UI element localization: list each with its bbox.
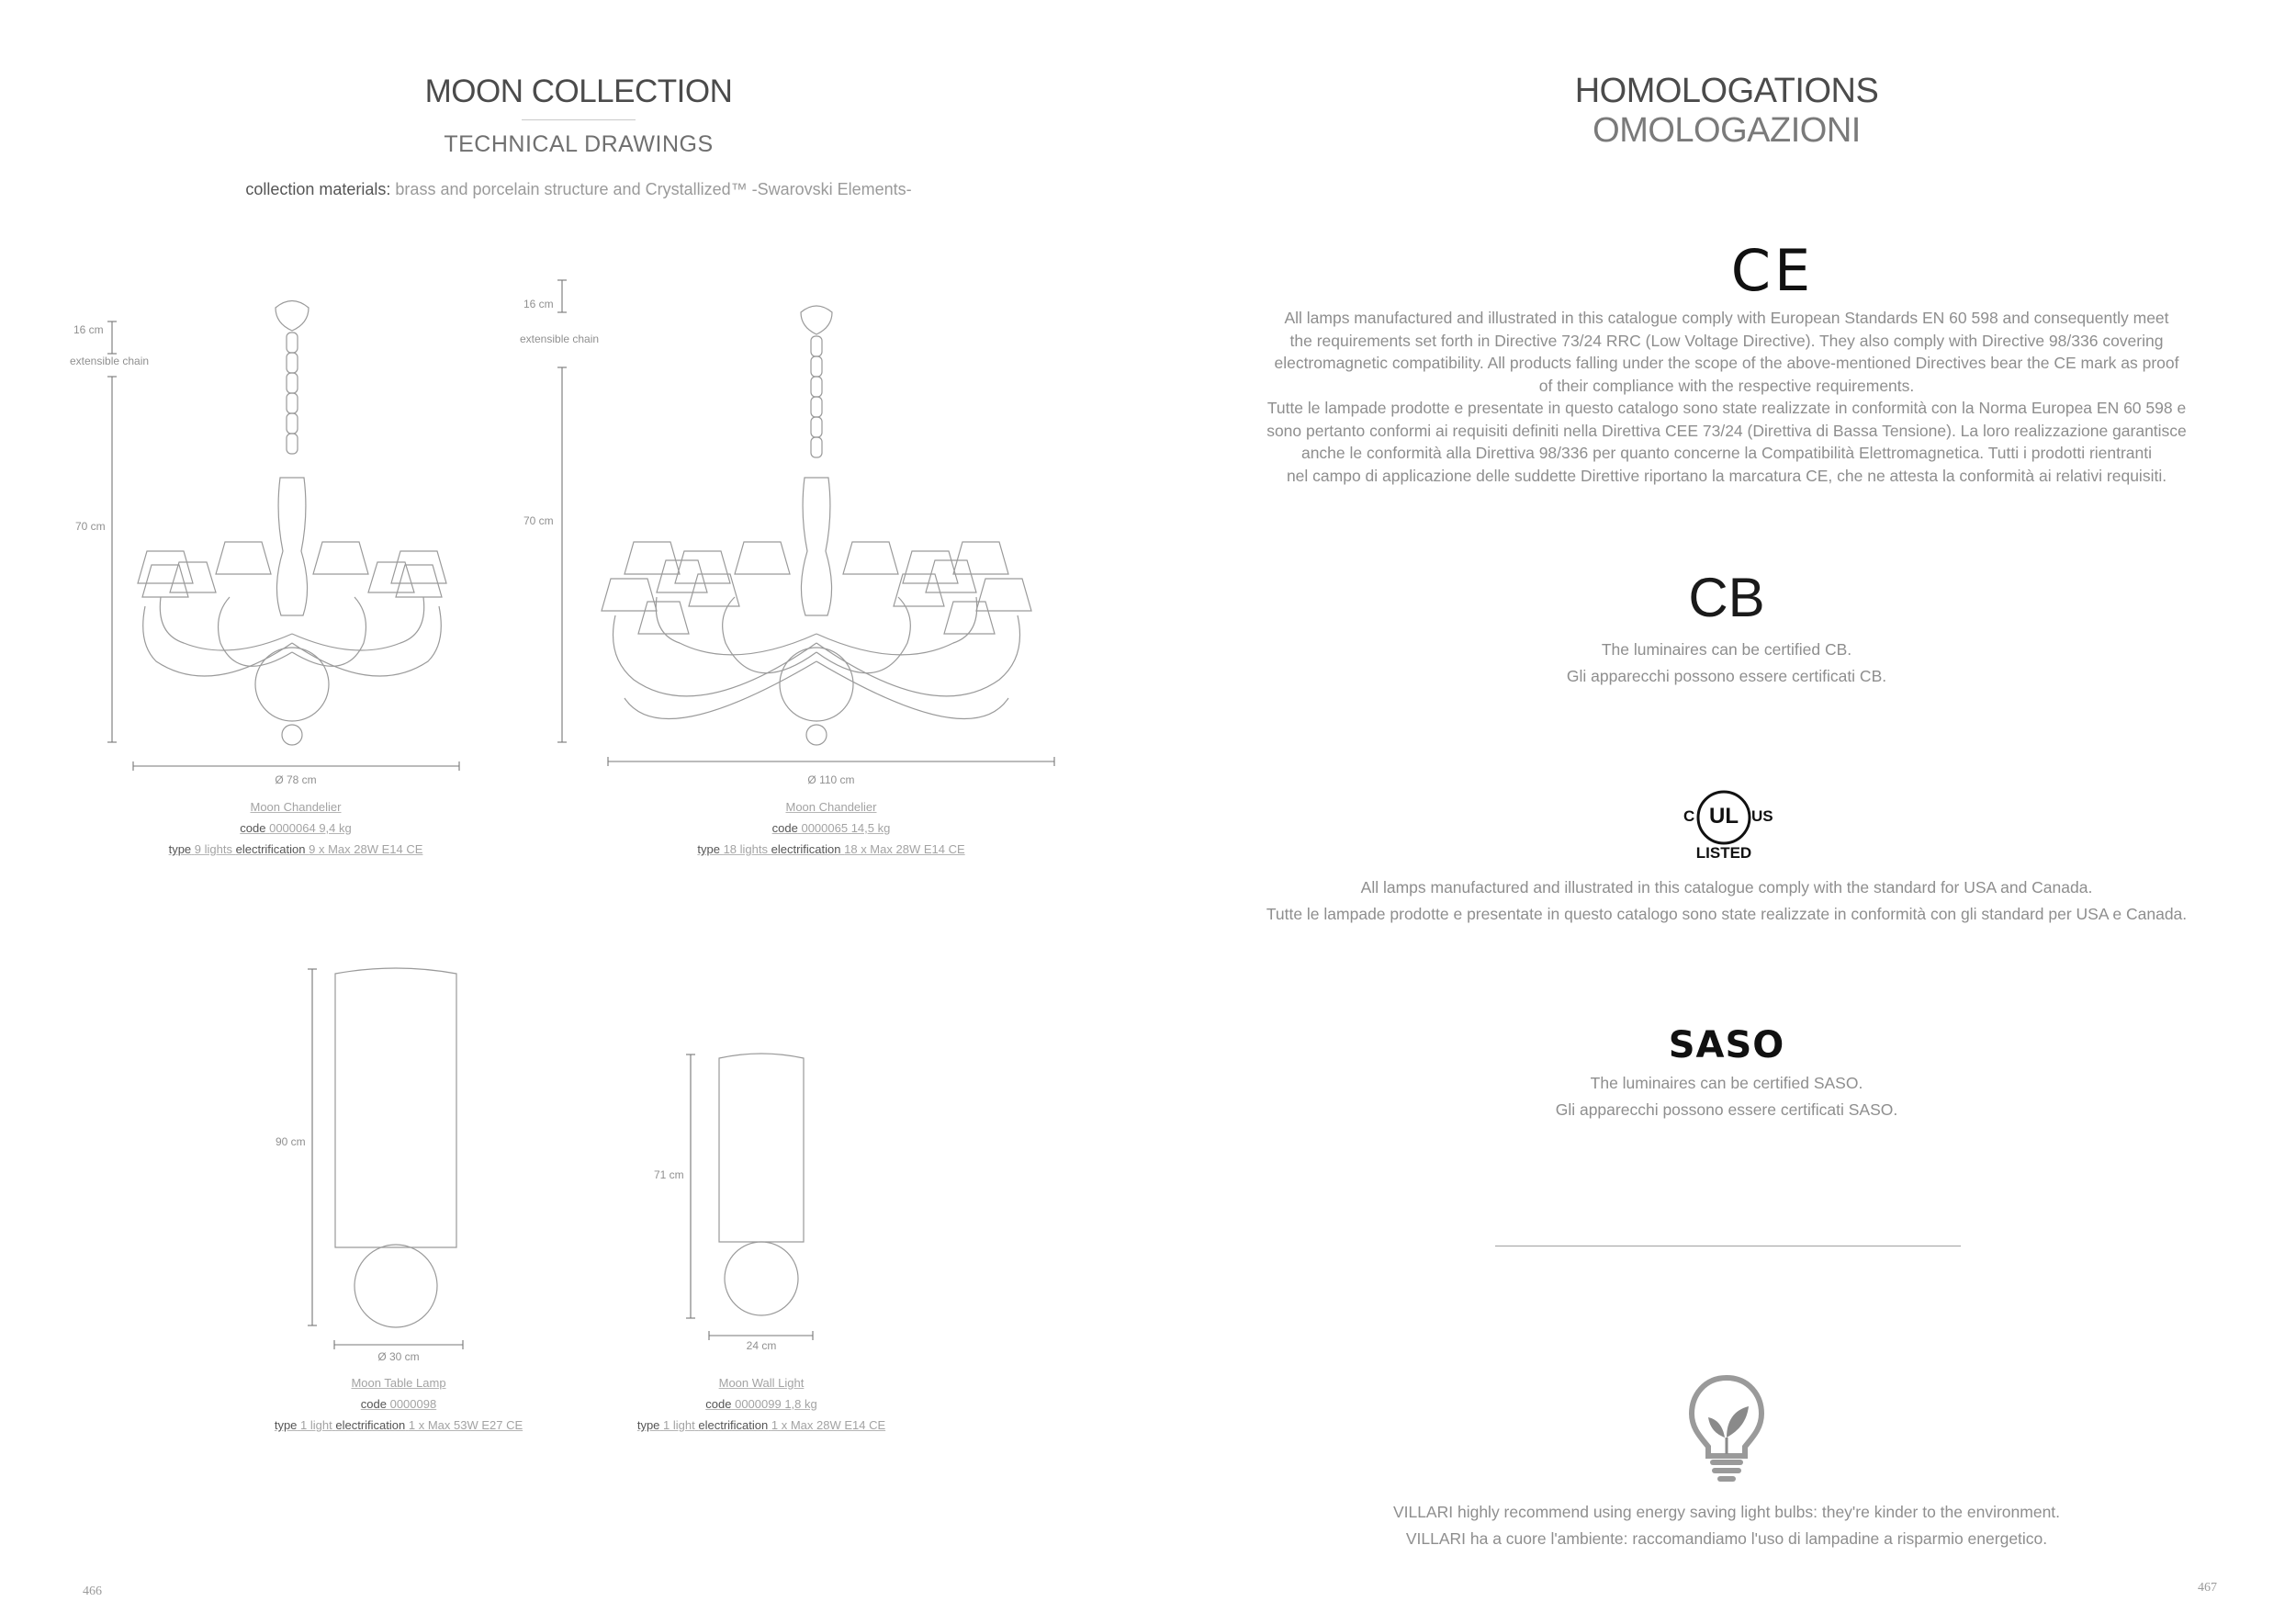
page-subtitle: TECHNICAL DRAWINGS bbox=[444, 131, 714, 157]
dim-chain-length: 16 cm bbox=[73, 323, 104, 336]
product-name: Moon Chandelier bbox=[785, 800, 877, 814]
dim-height: 70 cm bbox=[523, 514, 554, 527]
type-label: type bbox=[697, 842, 720, 856]
product-name: Moon Chandelier bbox=[250, 800, 342, 814]
dim-height: 70 cm bbox=[75, 520, 106, 533]
code-value: 0000099 1,8 kg bbox=[735, 1397, 817, 1411]
dim-diameter: Ø 30 cm bbox=[377, 1350, 420, 1363]
type-label: type bbox=[636, 1418, 660, 1432]
eco-bulb-icon bbox=[1688, 1373, 1765, 1483]
product-name: Moon Wall Light bbox=[718, 1376, 805, 1390]
ce-text-en bbox=[1176, 307, 2278, 397]
page-number-right: 467 bbox=[2198, 1581, 2217, 1595]
ul-text bbox=[1176, 874, 2278, 928]
electrification-label: electrification bbox=[771, 842, 841, 856]
text-line: VILLARI ha a cuore l'ambiente: raccomandiamo l'uso di lampadine a risparmio energetico. bbox=[1405, 1529, 2048, 1548]
chain-note: extensible chain bbox=[520, 333, 600, 345]
electrification-label: electrification bbox=[335, 1418, 406, 1432]
ce-text-it bbox=[1176, 397, 2278, 487]
homologations-title: HOMOLOGATIONS bbox=[1574, 72, 1879, 110]
code-value: 0000064 9,4 kg bbox=[269, 821, 352, 835]
text-line: of their compliance with the respective requirements. bbox=[1538, 376, 1915, 395]
electrification-value: 18 x Max 28W E14 CE bbox=[844, 842, 965, 856]
text-line: The luminaires can be certified SASO. bbox=[1590, 1074, 1863, 1092]
type-label: type bbox=[274, 1418, 298, 1432]
type-label: type bbox=[168, 842, 192, 856]
code-value: 0000065 14,5 kg bbox=[801, 821, 891, 835]
electrification-value: 1 x Max 53W E27 CE bbox=[408, 1418, 523, 1432]
ul-letters: UL bbox=[1709, 804, 1739, 829]
type-value: 18 lights bbox=[723, 842, 768, 856]
type-value: 1 light bbox=[300, 1418, 332, 1432]
ul-us-letters: US bbox=[1751, 807, 1773, 825]
text-line: Gli apparecchi possono essere certificati SASO. bbox=[1555, 1100, 1898, 1119]
text-line: nel campo di applicazione delle suddette Direttive riportano la marcatura CE, che ne attesta la conformità ai relativi requisiti. bbox=[1286, 466, 2167, 485]
text-line: VILLARI highly recommend using energy saving light bulbs: they're kinder to the environment. bbox=[1392, 1503, 2061, 1521]
code-label: code bbox=[360, 1397, 387, 1411]
text-line: All lamps manufactured and illustrated in this catalogue comply with European Standards EN 60 598 and consequently meet bbox=[1284, 309, 2169, 327]
code-label: code bbox=[240, 821, 266, 835]
page-title: MOON COLLECTION bbox=[424, 73, 733, 109]
materials-label: collection materials: bbox=[245, 180, 391, 198]
text-line: the requirements set forth in Directive 73/24 RRC (Low Voltage Directive). They also comply with Directive 98/336 covering bbox=[1289, 331, 2164, 350]
type-value: 9 lights bbox=[194, 842, 232, 856]
homologations-subtitle: OMOLOGAZIONI bbox=[1593, 111, 1861, 150]
electrification-value: 1 x Max 28W E14 CE bbox=[771, 1418, 886, 1432]
dim-height: 71 cm bbox=[654, 1168, 684, 1181]
chain-note: extensible chain bbox=[70, 355, 150, 367]
saso-text bbox=[1176, 1070, 2278, 1123]
text-line: sono pertanto conformi ai requisiti definiti nella Direttiva CEE 73/24 (Direttiva di Bassa Tensione). La loro realizzazione garantisce bbox=[1266, 421, 2187, 440]
product-name: Moon Table Lamp bbox=[351, 1376, 446, 1390]
dim-height: 90 cm bbox=[276, 1135, 306, 1148]
saso-mark-icon: SASO bbox=[1668, 1024, 1785, 1066]
code-label: code bbox=[771, 821, 798, 835]
cb-mark-icon: CB bbox=[1688, 567, 1765, 628]
electrification-label: electrification bbox=[235, 842, 306, 856]
text-line: anche le conformità alla Direttiva 98/336 per quanto concerne la Compatibilità Elettromagnetica. Tutti i prodotti rientranti bbox=[1300, 444, 2153, 462]
electrification-label: electrification bbox=[698, 1418, 769, 1432]
code-value: 0000098 bbox=[389, 1397, 437, 1411]
text-line: Tutte le lampade prodotte e presentate in questo catalogo sono state realizzate in conformità con la Norma Europea EN 60 598 e bbox=[1266, 399, 2187, 417]
text-line: Tutte le lampade prodotte e presentate in questo catalogo sono state realizzate in conformità con gli standard per USA e Canada. bbox=[1266, 905, 2188, 923]
ce-mark-icon: CE bbox=[1730, 237, 1815, 304]
ul-listed-text: LISTED bbox=[1695, 844, 1752, 862]
text-line: electromagnetic compatibility. All products falling under the scope of the above-mentioned Directives bear the CE mark as proof bbox=[1274, 354, 2179, 372]
type-value: 1 light bbox=[663, 1418, 695, 1432]
dim-diameter: Ø 110 cm bbox=[807, 773, 855, 786]
eco-text bbox=[1176, 1499, 2278, 1552]
text-line: The luminaires can be certified CB. bbox=[1601, 640, 1852, 659]
materials-text: brass and porcelain structure and Crystallized™ -Swarovski Elements- bbox=[395, 180, 912, 198]
electrification-value: 9 x Max 28W E14 CE bbox=[309, 842, 423, 856]
cb-text bbox=[1176, 637, 2278, 690]
page-number-left: 466 bbox=[83, 1585, 102, 1598]
ul-c-letter: C bbox=[1683, 807, 1695, 825]
code-label: code bbox=[705, 1397, 732, 1411]
ul-listed-mark-icon bbox=[1676, 785, 1777, 863]
text-line: All lamps manufactured and illustrated in this catalogue comply with the standard for USA and Canada. bbox=[1360, 878, 2093, 897]
product-caption bbox=[578, 1372, 945, 1436]
text-line: Gli apparecchi possono essere certificati CB. bbox=[1566, 667, 1887, 685]
dim-diameter: Ø 78 cm bbox=[275, 773, 317, 786]
dim-chain-length: 16 cm bbox=[523, 298, 554, 310]
dim-width: 24 cm bbox=[746, 1339, 777, 1352]
